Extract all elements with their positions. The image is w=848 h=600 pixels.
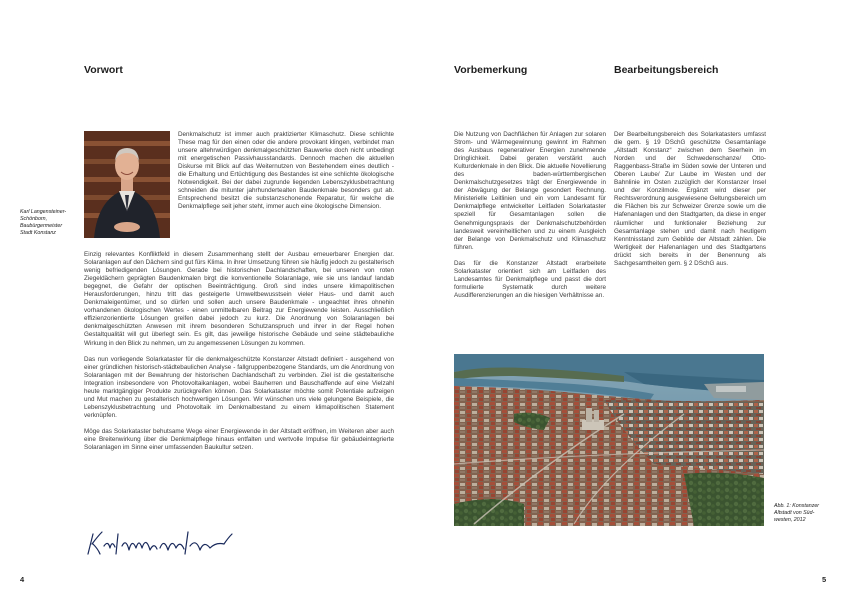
page-number: 4: [20, 575, 25, 584]
page-number: 5: [822, 575, 827, 584]
foreword-body: [84, 251, 394, 452]
signature: [84, 524, 234, 560]
processing-area-body: [614, 131, 766, 268]
figure-caption: Abb. 1: Konstanzer Altstadt von Süd- westen, 2012: [774, 503, 820, 523]
portrait-photo: [84, 131, 170, 238]
preliminary-remarks-body: [454, 131, 606, 300]
processing-area-heading: Bearbeitungsbereich: [614, 64, 719, 76]
paragraph: Das nun vorliegende Solarkataster für die denkmalgeschützte Konstanzer Altstadt definiert - ausgehend von einer gründlichen historisch-städtebaulichen Analyse - fallgruppenbezogene Standards, um die Anordnung von Solaranlagen mit der Bewahrung der historischen Dachlandschaft zu verbinden. Ziel ist die gestalterische Integration insbesondere von Photovoltaikanlagen, wobei Bauherren und Bauschaffende auf eine Vielzahl heute marktgängiger Produkte zurückgreifen können. Das Solarkataster möchte somit Potentiale aufzeigen und Mut machen zu gestalterisch hochwertigen Lösungen. Wir wünschen uns viele gelungene Beispiele, die Lebenszyklusbetrachtung und Photovoltaik im Denkmalbestand zu einem klimapolitischen Statement verknüpfen.: [84, 355, 394, 419]
paragraph: Das für die Konstanzer Altstadt erarbeitete Solarkataster orientiert sich am Leitfaden des Landesamtes für Denkmalpflege und passt die dort formulierte Systematik durch weitere Ausdifferenzierungen an die hiesigen Verhältnisse an.: [454, 259, 606, 299]
preliminary-remarks-heading: Vorbemerkung: [454, 64, 528, 76]
paragraph: Möge das Solarkataster behutsame Wege einer Energiewende in der Altstadt eröffnen, im Weiteren aber auch eine Breitenwirkung über die Denkmalpflege hinaus entfalten und wertvolle Impulse für gebäudeintegrierte Solaranlagen im Sinne einer umfassenden Baukultur setzen.: [84, 427, 394, 452]
aerial-city-photo: [454, 354, 764, 526]
paragraph: Der Bearbeitungsbereich des Solarkatasters umfasst die gem. § 19 DSchG geschützte Gesamtanlage „Altstadt Konstanz“ zwischen dem Seerhein im Norden und der Schwedenschanze/ Otto-Raggenbass-Straße im Süden sowie der Unteren und Oberen Laube/ Zur Laube im Westen und der Bahnlinie im Osten zuzüglich der Konstanzer Insel und der Konzilmole. Ergänzt wird dieser per Rechtsverordnung ausgewiesene Geltungsbereich um die Flächen bis zur Schweizer Grenze sowie um die Hafenanlagen und den Stadtgarten, da diese in enger räumlicher und funktionaler Beziehung zur Gesamtanlage stehen und damit nach heutigem Kenntnisstand zum Gebilde der Altstadt zählen. Die Wertigkeit der Hafenanlagen und des Stadtgartens drückt sich bereits in der Benennung als Sachgesamtheiten gem. § 2 DSchG aus.: [614, 131, 766, 267]
foreword-heading: Vorwort: [84, 64, 123, 76]
paragraph: Die Nutzung von Dachflächen für Anlagen zur solaren Strom- und Wärmegewinnung gewinnt im Rahmen des Ausbaus regenerativer Energien zunehmende Dringlichkeit. Dabei geraten verstärkt auch Kulturdenkmale in den Blick. Die aktuelle Novellierung des baden-württembergischen Denkmalschutzgesetzes trägt der Energiewende in der Abwägung der Belange gesondert Rechnung. Ministerielle Leitlinien und ein vom Landesamt für Denkmalpflege entwickelter Leitfaden Solarkataster speziell für Gesamtanlagen sollen die Genehmigungspraxis der Denkmalschutzbehörden landesweit vereinheitlichen und zu einem Ausgleich der Belange von Denkmalschutz und Klimaschutz führen.: [454, 131, 606, 251]
paragraph: Einzig relevantes Konfliktfeld in diesem Zusammenhang stellt der Ausbau erneuerbarer Energien dar. Solaranlagen auf den Dächern sind gut fürs Klima. In ihrer Umsetzung führen sie häufig jedoch zu gestalterisch wenig befriedigenden Lösungen. Gerade bei historischen Dachlandschaften, bei unseren von roten Ziegeldächern geprägten Baudenkmalen birgt die konventionelle Solaranlage, wie sie uns landauf landab begegnet, die Gefahr der optischen Beeinträchtigung. Groß sind indes unsere klimapolitischen Herausforderungen, hinzu tritt das gesteigerte Umweltbewusstsein vieler Haus- und damit auch Denkmaleigentümer, und so dürfen und sollen auch unsere Baudenkmale - ungeachtet ihres ohnehin vorhandenen ökologischen Wertes - einen unmittelbaren Beitrag zur Energiewende leisten. Ausschließlich effizienzorientierte Lösungen greifen dabei jedoch zu kurz. Die Anordnung von Solaranlagen bei denkmalgeschützten Anwesen mit ihrem besonderen Schutzanspruch und ihrer in der Regel hohen Gestaltqualität will gut überlegt sein. Es gilt, das jeweilige historische Gebäude und seine städtebauliche Wirkung in den Blick zu nehmen, um zu angemessenen Lösungen zu kommen.: [84, 251, 394, 347]
portrait-caption: Karl Langensteiner- Schönborn, Baubürgermeister Stadt Konstanz: [20, 209, 67, 236]
intro-paragraph: Denkmalschutz ist immer auch praktizierter Klimaschutz. Diese schlichte These mag für den einen oder die andere provokant klingen, verbindet man unsere altehrwürdigen denkmalgeschützten Bauwerke doch nicht unbedingt mit energetischen Passivhausstandards. Dennoch machen die aktuellen Diskurse mit Blick auf das Weiternutzen von Bestehendem eines deutlich - die Erhaltung und Ertüchtigung des Bestandes ist eine schlichte ökologische Notwendigkeit. Bei der dabei zugrunde liegenden Lebenszyklusbetrachtung schneiden die mitunter jahrhundertealten Baudenkmale besonders gut ab. Entsprechend besitzt die substanzschonende Reparatur, für welche die Denkmalpflege seit jeher steht, immer auch eine ökologische Dimension.: [178, 131, 394, 211]
